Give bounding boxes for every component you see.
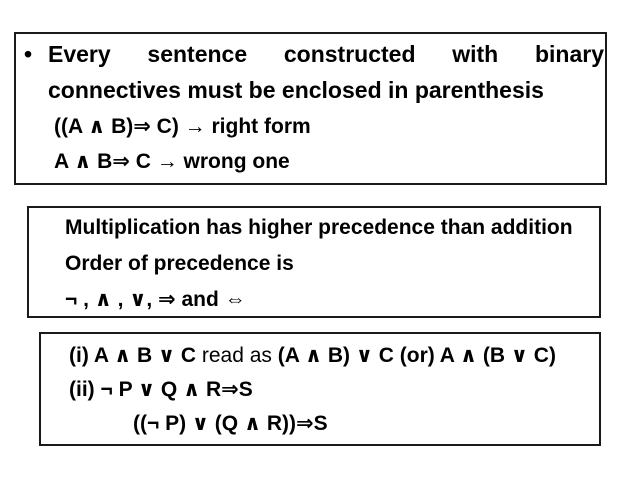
statement-line-2: connectives must be enclosed in parenthesis <box>48 77 544 103</box>
precedence-order: ¬ , ∧ , ∨, ⇒ and ⇔ <box>65 288 246 311</box>
word: with <box>452 41 499 67</box>
bullet-dot: • <box>24 41 33 67</box>
example-ii-parenthesized: ((¬ P) ∨ (Q ∧ R))⇒S <box>133 412 328 435</box>
example-ii: (ii) ¬ P ∨ Q ∧ R⇒S <box>69 378 253 401</box>
example-i-expr: (i) A ∧ B ∨ C <box>69 344 197 367</box>
word: Every <box>48 41 111 67</box>
example-i-readings: (A ∧ B) ∨ C (or) A ∧ (B ∨ C) <box>277 344 556 367</box>
example-i <box>69 342 556 370</box>
word: binary <box>534 41 604 67</box>
box-precedence <box>27 206 601 318</box>
example-right-form: ((A ∧ B)⇒ C) → right form <box>54 115 311 138</box>
word: sentence <box>147 41 248 67</box>
multiplication-note: Multiplication has higher precedence than addition <box>65 216 573 239</box>
order-heading: Order of precedence is <box>65 252 294 275</box>
box-binary-connectives <box>14 32 607 185</box>
example-i-read-as: read as <box>196 344 278 367</box>
example-wrong-form: A ∧ B⇒ C → wrong one <box>54 150 290 173</box>
word: constructed <box>283 41 416 67</box>
statement-line-1 <box>48 38 604 70</box>
box-examples <box>39 332 601 446</box>
